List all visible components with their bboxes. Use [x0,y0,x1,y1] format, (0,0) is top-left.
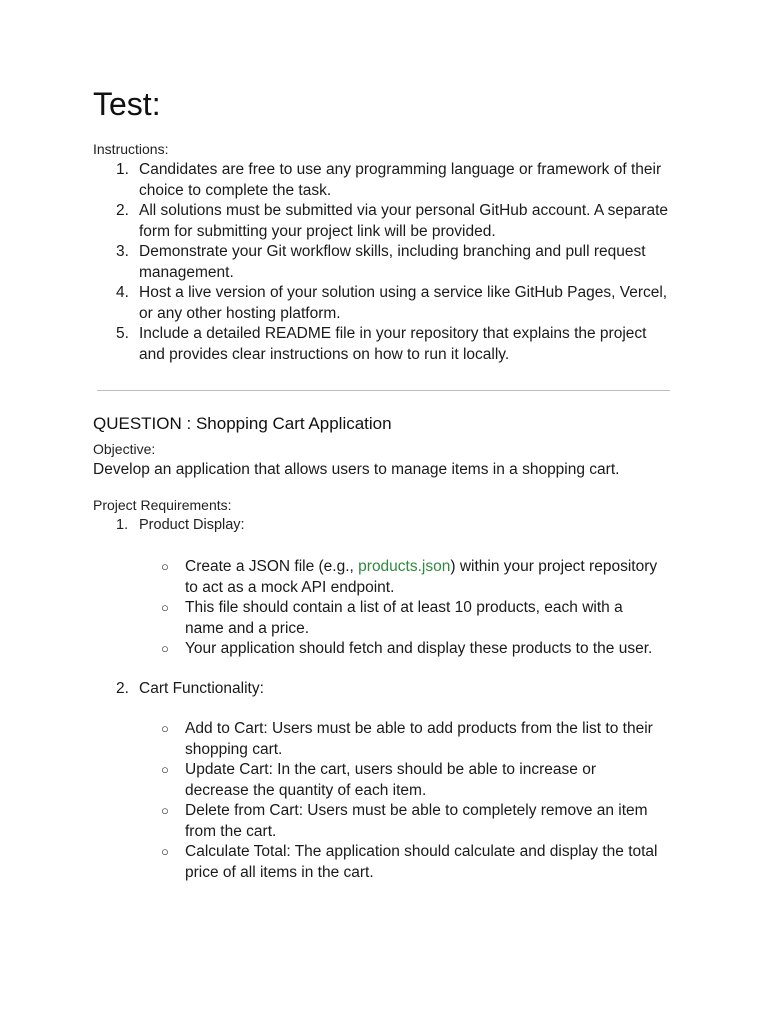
requirements-list [93,679,673,700]
list-item [93,679,673,700]
objective-text: Develop an application that allows users to manage items in a shopping cart. [93,461,620,478]
list-item-text: Demonstrate your Git workflow skills, including branching and pull request management. [139,243,646,281]
list-item [93,283,673,324]
list-item [93,516,673,534]
circle-bullet-icon: ○ [161,762,169,777]
products-json-link[interactable]: products.json [358,558,451,575]
requirement-title: Cart Functionality: [139,680,264,697]
requirement-product-display [93,516,673,534]
requirement-cart-functionality [93,679,673,700]
product-display-sublist [93,557,663,660]
sub-item-text: Add to Cart: Users must be able to add products from the list to their shopping cart. [185,720,653,758]
list-number: 1. [116,161,129,178]
sub-list-item [93,557,663,598]
list-number: 5. [116,325,129,342]
sub-list-item [93,598,663,639]
list-number: 3. [116,243,129,260]
page-title: Test: [93,86,161,122]
list-item-text: All solutions must be submitted via your personal GitHub account. A separate form for submitting your project link will be provided. [139,202,669,240]
list-item [93,324,673,365]
sub-item-text-pre: Create a JSON file (e.g., [185,558,359,575]
sub-item-text: This file should contain a list of at least 10 products, each with a name and a price. [185,599,623,637]
sub-item-text-post: ) within your project repository to act as a mock API endpoint. [185,558,658,596]
circle-bullet-icon: ○ [161,844,169,859]
question-heading: QUESTION : Shopping Cart Application [93,414,392,433]
sub-item-text: Update Cart: In the cart, users should be able to increase or decrease the quantity of each item. [185,761,596,799]
list-number: 4. [116,284,129,301]
sub-list-item [93,760,663,801]
list-item-text: Candidates are free to use any programming language or framework of their choice to complete the task. [139,161,662,199]
circle-bullet-icon: ○ [161,559,169,574]
cart-functionality-sublist [93,719,663,883]
circle-bullet-icon: ○ [161,721,169,736]
circle-bullet-icon: ○ [161,803,169,818]
list-number: 1. [116,517,129,533]
sub-list-item [93,801,663,842]
sub-list-item [93,842,663,883]
list-item [93,160,673,201]
sub-list-item [93,639,663,660]
list-number: 2. [116,202,129,219]
list-item [93,242,673,283]
requirements-list [93,516,673,534]
circle-bullet-icon: ○ [161,600,169,615]
horizontal-divider [97,390,670,391]
instructions-list [93,160,673,365]
sub-item-text: Your application should fetch and display these products to the user. [185,640,653,657]
objective-label: Objective: [93,441,156,457]
instructions-label: Instructions: [93,141,169,157]
list-item [93,201,673,242]
circle-bullet-icon: ○ [161,641,169,656]
requirements-label: Project Requirements: [93,497,232,513]
list-number: 2. [116,680,129,697]
requirement-title: Product Display: [139,517,245,533]
sub-list-item [93,719,663,760]
sub-item-text: Calculate Total: The application should calculate and display the total price of all items in the cart. [185,843,658,881]
sub-item-text: Delete from Cart: Users must be able to completely remove an item from the cart. [185,802,648,840]
list-item-text: Include a detailed README file in your repository that explains the project and provides clear instructions on how to run it locally. [139,325,647,363]
list-item-text: Host a live version of your solution using a service like GitHub Pages, Vercel, or any other hosting platform. [139,284,668,322]
